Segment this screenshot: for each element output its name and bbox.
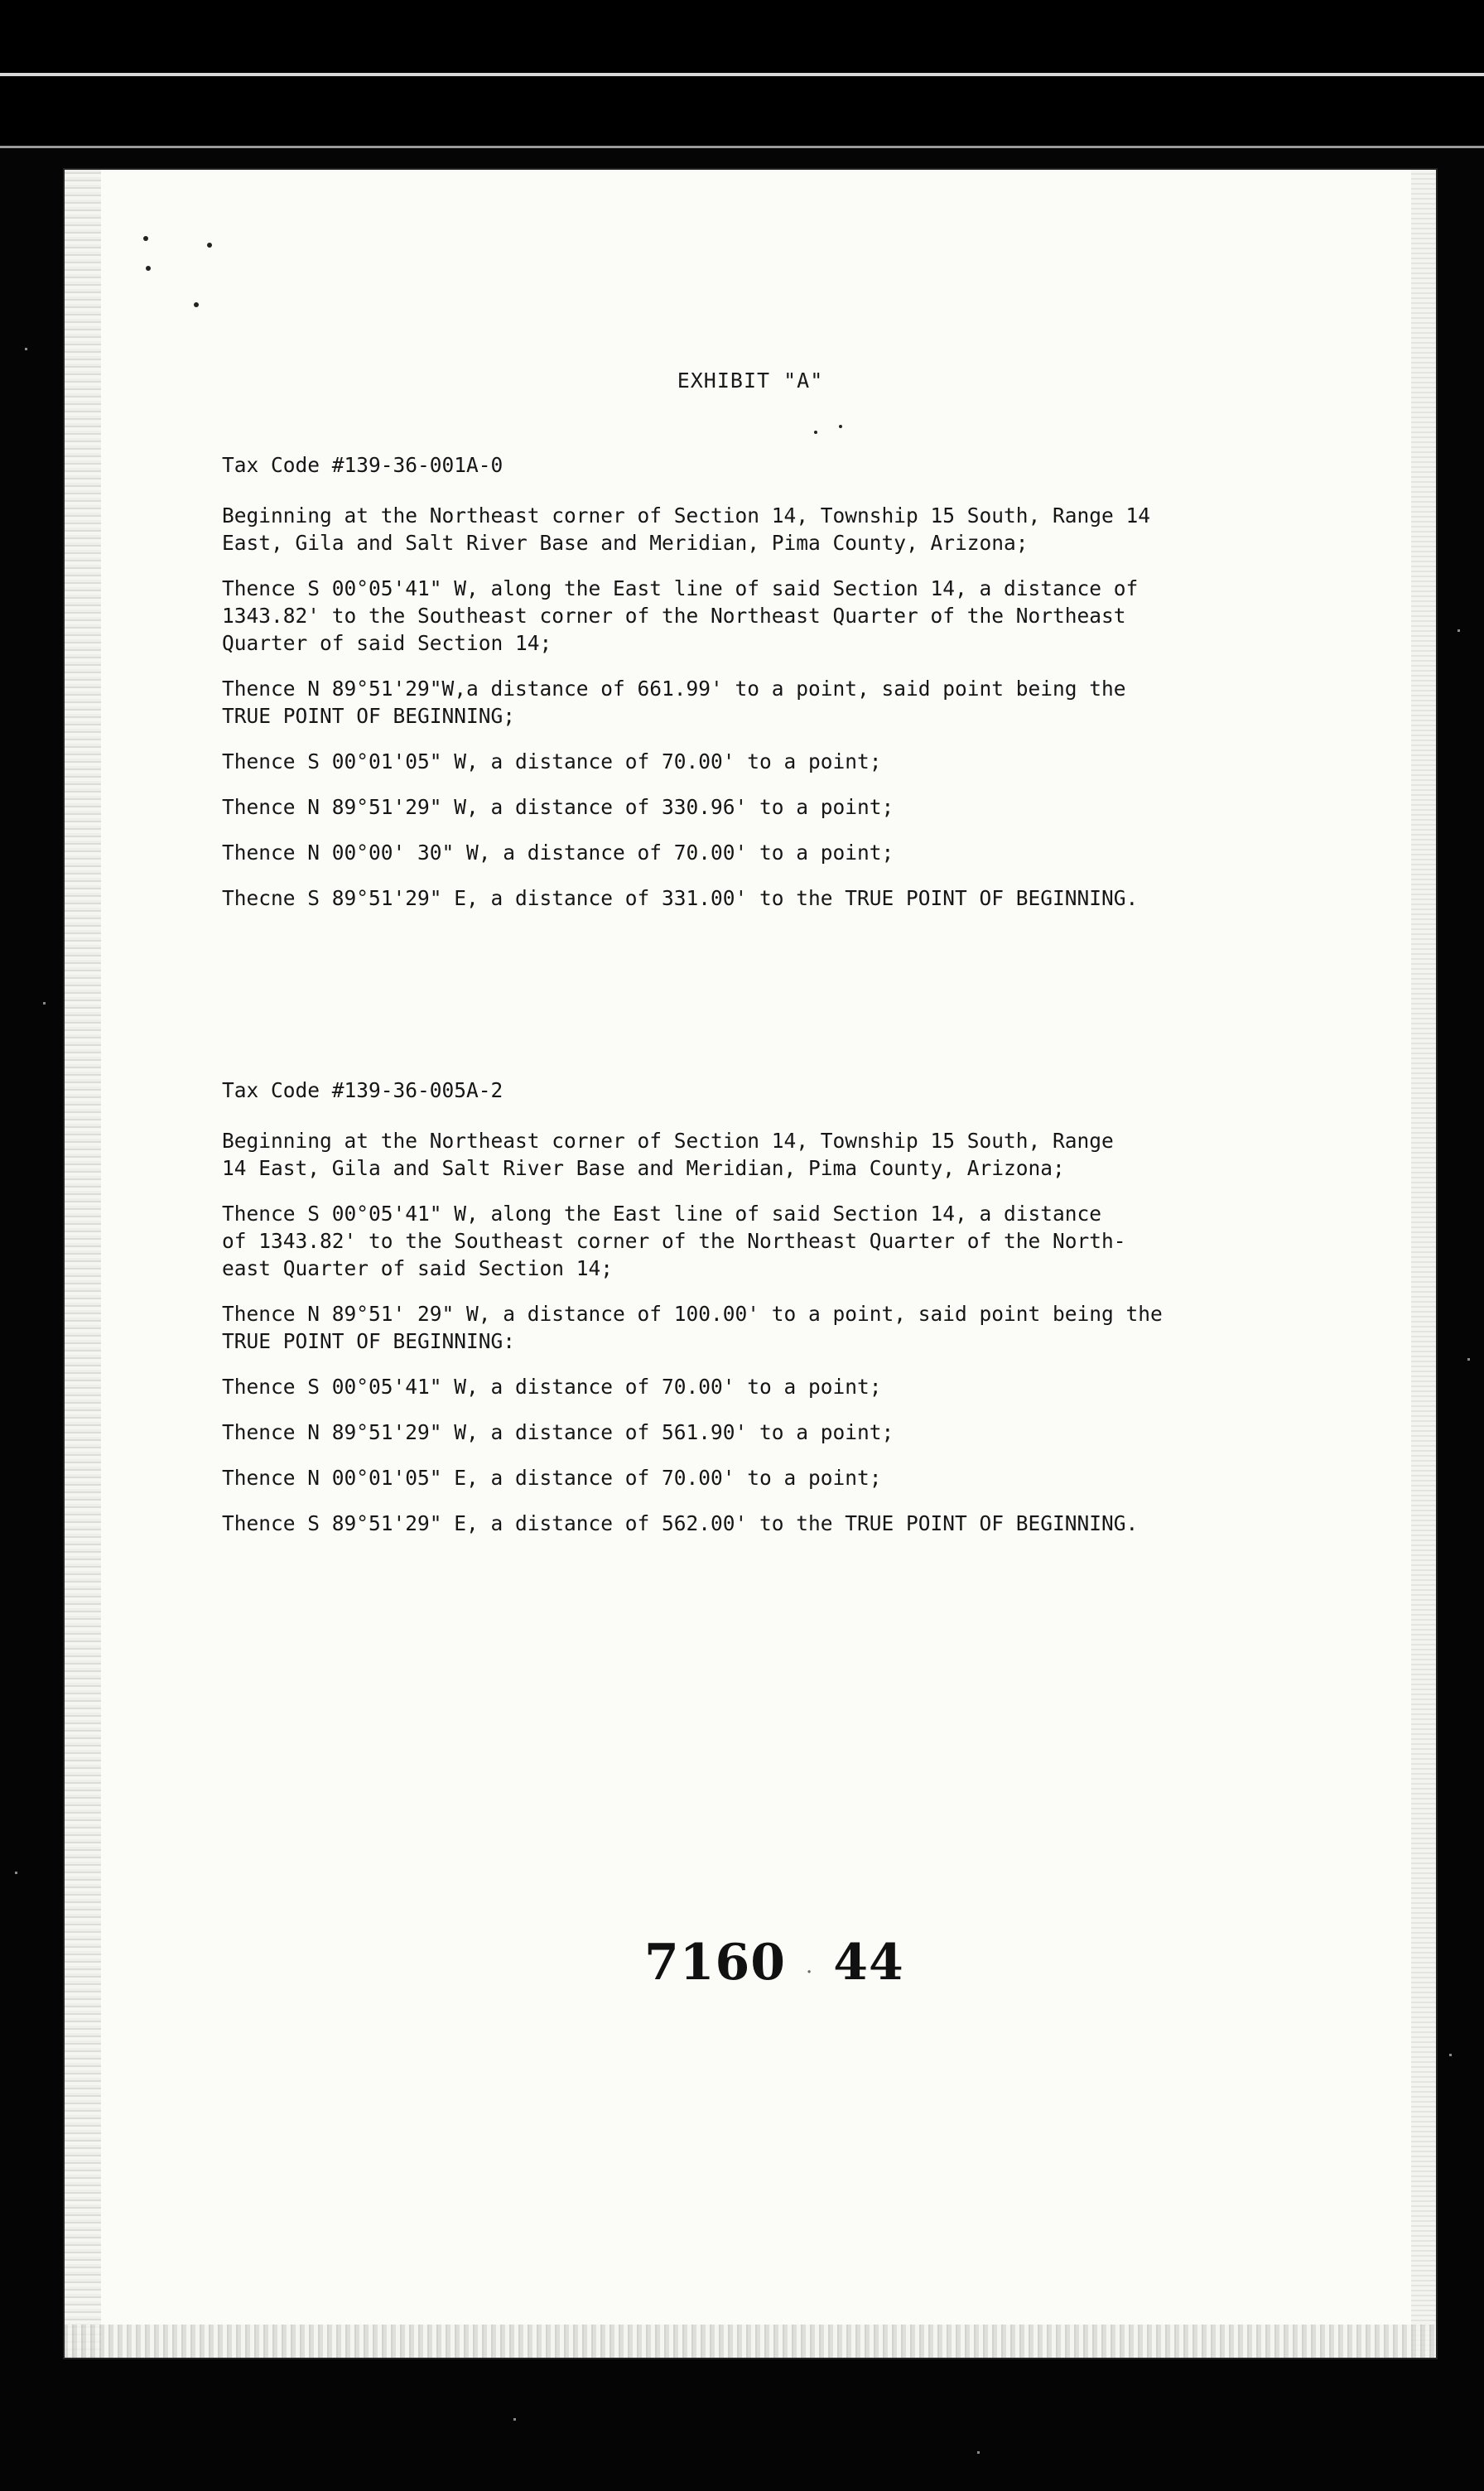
scan-noise-dot — [1458, 629, 1460, 632]
parcel-section-2 — [222, 1077, 1332, 1555]
parcel-2-paragraph: Thence S 00°05'41" W, along the East line of said Section 14, a distance of 1343.82' to the Southeast corner of the Northeast Quarter of the North- east Quarter of said Section 14; — [222, 1202, 1126, 1280]
stamp-book-number: 7160 — [644, 1934, 786, 1992]
page-speck — [143, 236, 148, 241]
parcel-2-paragraph: Thence N 89°51' 29" W, a distance of 100.00' to a point, said point being the TRUE POINT OF BEGINNING: — [222, 1302, 1163, 1353]
parcel-2-paragraph: Thence N 00°01'05" E, a distance of 70.00' to a point; — [222, 1466, 882, 1490]
document-heading: EXHIBIT "A" — [677, 369, 824, 393]
scan-noise-dot — [43, 1002, 46, 1005]
tax-code-1: Tax Code #139-36-001A-0 — [222, 453, 504, 477]
scan-noise-dot — [1467, 1358, 1470, 1361]
scan-noise-dot — [977, 2451, 980, 2454]
parcel-1-paragraph: Thence N 89°51'29" W, a distance of 330.96' to a point; — [222, 795, 894, 819]
scan-noise-dot — [513, 2418, 516, 2421]
parcel-2-paragraph: Beginning at the Northeast corner of Section 14, Township 15 South, Range 14 East, Gila and Salt River Base and Meridian, Pima County, Arizona; — [222, 1129, 1114, 1180]
parcel-2-paragraph: Thence S 00°05'41" W, a distance of 70.00' to a point; — [222, 1375, 882, 1399]
page-speck — [146, 266, 151, 271]
parcel-1-paragraph: Thence N 00°00' 30" W, a distance of 70.00' to a point; — [222, 841, 894, 865]
page-speck — [839, 425, 842, 428]
page-speck — [207, 243, 212, 248]
page-speck — [814, 431, 817, 434]
page-left-edge-noise — [65, 170, 101, 2358]
parcel-1-paragraph: Thence N 89°51'29"W,a distance of 661.99' to a point, said point being the TRUE POINT OF BEGINNING; — [222, 677, 1126, 728]
scanner-top-rule — [0, 73, 1484, 76]
scan-noise-dot — [1449, 2054, 1452, 2056]
parcel-2-paragraph: Thence N 89°51'29" W, a distance of 561.90' to a point; — [222, 1420, 894, 1444]
page-speck — [194, 302, 199, 307]
stamp-page-number: 44 — [833, 1934, 904, 1992]
document-page — [65, 170, 1436, 2358]
parcel-section-1 — [222, 451, 1332, 930]
scanner-rule-lower — [0, 146, 1484, 148]
parcel-2-paragraph: Thence S 89°51'29" E, a distance of 562.00' to the TRUE POINT OF BEGINNING. — [222, 1511, 1139, 1535]
recording-stamp — [644, 1934, 904, 1992]
parcel-1-paragraph: Thence S 00°05'41" W, along the East line of said Section 14, a distance of 1343.82' to the Southeast corner of the Northeast Quarter of the Northeast Quarter of said Section 14; — [222, 576, 1139, 655]
parcel-1-paragraph: Thence S 00°01'05" W, a distance of 70.00' to a point; — [222, 749, 882, 773]
page-right-edge-noise — [1411, 170, 1436, 2358]
tax-code-2: Tax Code #139-36-005A-2 — [222, 1078, 504, 1102]
page-bottom-edge-noise — [65, 2325, 1436, 2358]
scan-noise-dot — [15, 1872, 17, 1874]
scan-noise-dot — [25, 348, 27, 350]
parcel-1-paragraph: Beginning at the Northeast corner of Section 14, Township 15 South, Range 14 East, Gila and Salt River Base and Meridian, Pima County, Arizona; — [222, 504, 1151, 555]
stamp-separator: · — [806, 1960, 814, 1985]
parcel-1-paragraph: Thecne S 89°51'29" E, a distance of 331.00' to the TRUE POINT OF BEGINNING. — [222, 886, 1139, 910]
